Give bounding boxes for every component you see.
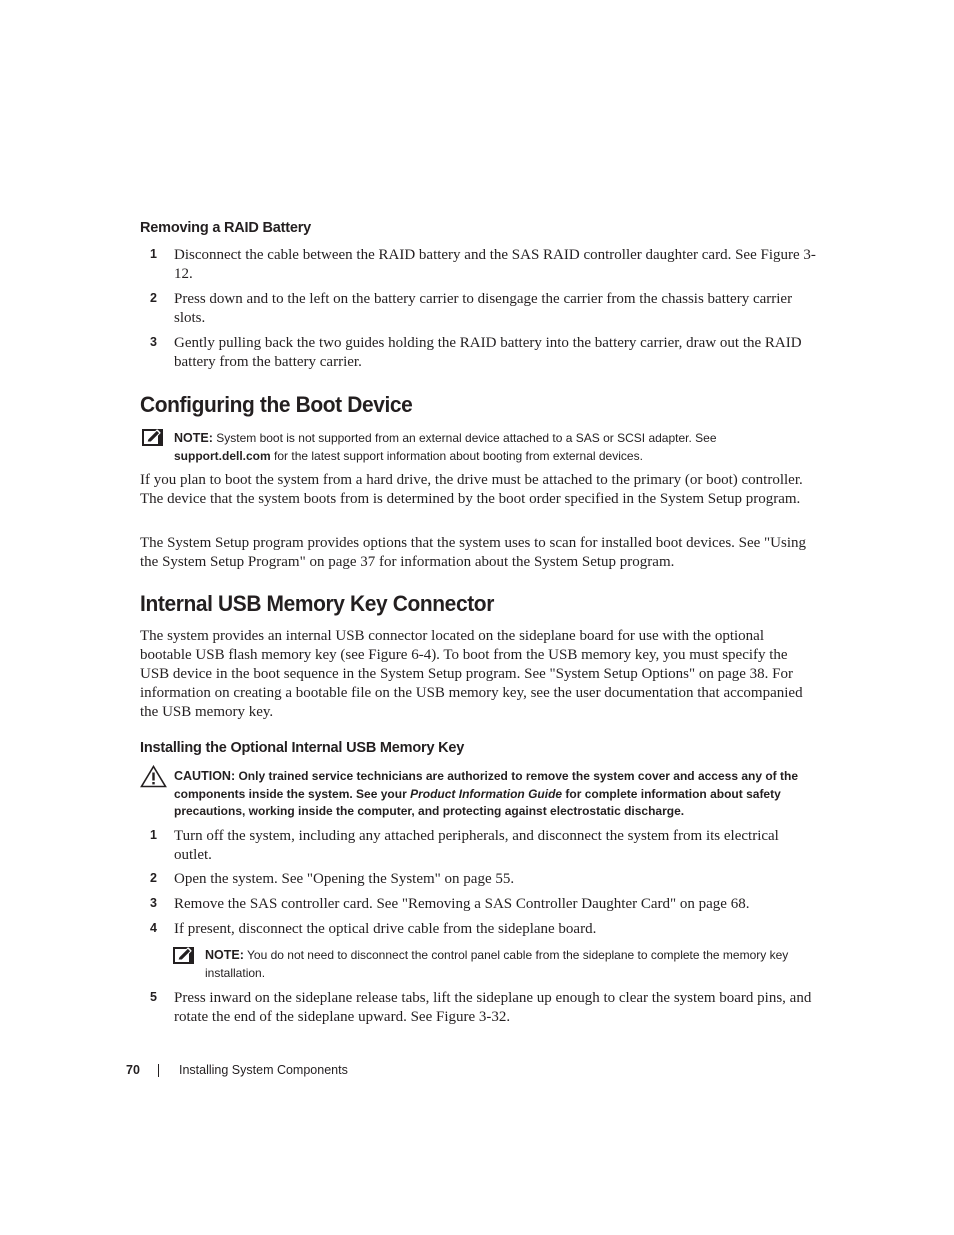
heading-configuring-boot-device: Configuring the Boot Device <box>140 392 413 417</box>
step-text: Remove the SAS controller card. See "Removing a SAS Controller Daughter Card" on page 68. <box>174 896 750 912</box>
note-text: You do not need to disconnect the control panel cable from the sideplane to complete the memory key installation. <box>205 948 789 980</box>
note-text-continued: for the latest support information about booting from external devices. <box>274 448 643 463</box>
step-text: Gently pulling back the two guides holding the RAID battery into the battery carrier, draw out the RAID battery from the battery carrier. <box>174 335 802 370</box>
step-number: 3 <box>150 335 157 349</box>
caution-triangle-icon <box>140 765 167 793</box>
step-text: Press inward on the sideplane release tabs, lift the sideplane up enough to clear the system board pins, and rotate the end of the sideplane upward. See Figure 3-32. <box>174 990 812 1025</box>
step-text: If present, disconnect the optical drive cable from the sideplane board. <box>174 921 597 937</box>
step-number: 2 <box>150 291 157 305</box>
support-link[interactable]: support.dell.com <box>174 448 271 463</box>
step-text: Press down and to the left on the battery carrier to disengage the carrier from the chassis battery carrier slots. <box>174 291 793 326</box>
heading-removing-raid-battery: Removing a RAID Battery <box>140 220 312 236</box>
caution-label: CAUTION: <box>174 769 236 783</box>
caution-text: Only trained service technicians are authorized to remove the system cover and access any of the components inside the system. See your <box>174 769 799 801</box>
paragraph-boot-drive: If you plan to boot the system from a hard drive, the drive must be attached to the primary (or boot) controller. The device that the system boots from is determined by the boot order specified in the System Setup program. <box>140 472 803 507</box>
footer-divider <box>158 1064 159 1077</box>
footer-chapter-title: Installing System Components <box>179 1063 348 1077</box>
step-text: Turn off the system, including any attached peripherals, and disconnect the system from its electrical outlet. <box>174 828 779 863</box>
paragraph-system-setup: The System Setup program provides options that the system uses to scan for installed boot devices. See "Using the System Setup Program" on page 37 for information about the System Setup program. <box>140 535 807 570</box>
note-pencil-icon <box>172 946 195 970</box>
page-number: 70 <box>126 1063 140 1077</box>
note-memory-key <box>205 947 817 982</box>
step-text: Disconnect the cable between the RAID battery and the SAS RAID controller daughter card. See Figure 3-12. <box>174 247 816 282</box>
step-number: 4 <box>150 921 157 935</box>
note-text: System boot is not supported from an external device attached to a SAS or SCSI adapter. See <box>216 431 717 445</box>
step-number: 1 <box>150 828 157 842</box>
step-number: 2 <box>150 871 157 885</box>
caution-text-continued: for complete information about safety precautions, working inside the computer, and protecting against electrostatic discharge. <box>174 786 781 818</box>
step-number: 3 <box>150 896 157 910</box>
note-label: NOTE: <box>174 431 213 445</box>
step-number: 1 <box>150 247 157 261</box>
note-boot <box>174 430 814 465</box>
note-pencil-icon <box>141 428 164 452</box>
note-label: NOTE: <box>205 948 244 962</box>
caution-guide-title: Product Information Guide <box>410 786 563 801</box>
caution-notice <box>174 768 814 821</box>
heading-internal-usb-connector: Internal USB Memory Key Connector <box>140 591 494 616</box>
paragraph-usb-connector: The system provides an internal USB connector located on the sideplane board for use with the optional bootable USB flash memory key (see Figure 6-4). To boot from the USB memory key, you must specify the USB device in the boot sequence in the System Setup program. See "System Setup Options" on page 38. For information on creating a bootable file on the USB memory key, see the user documentation that accompanied the USB memory key. <box>140 628 803 720</box>
step-text: Open the system. See "Opening the System" on page 55. <box>174 871 515 887</box>
heading-installing-usb-key: Installing the Optional Internal USB Memory Key <box>140 740 465 756</box>
step-number: 5 <box>150 990 157 1004</box>
